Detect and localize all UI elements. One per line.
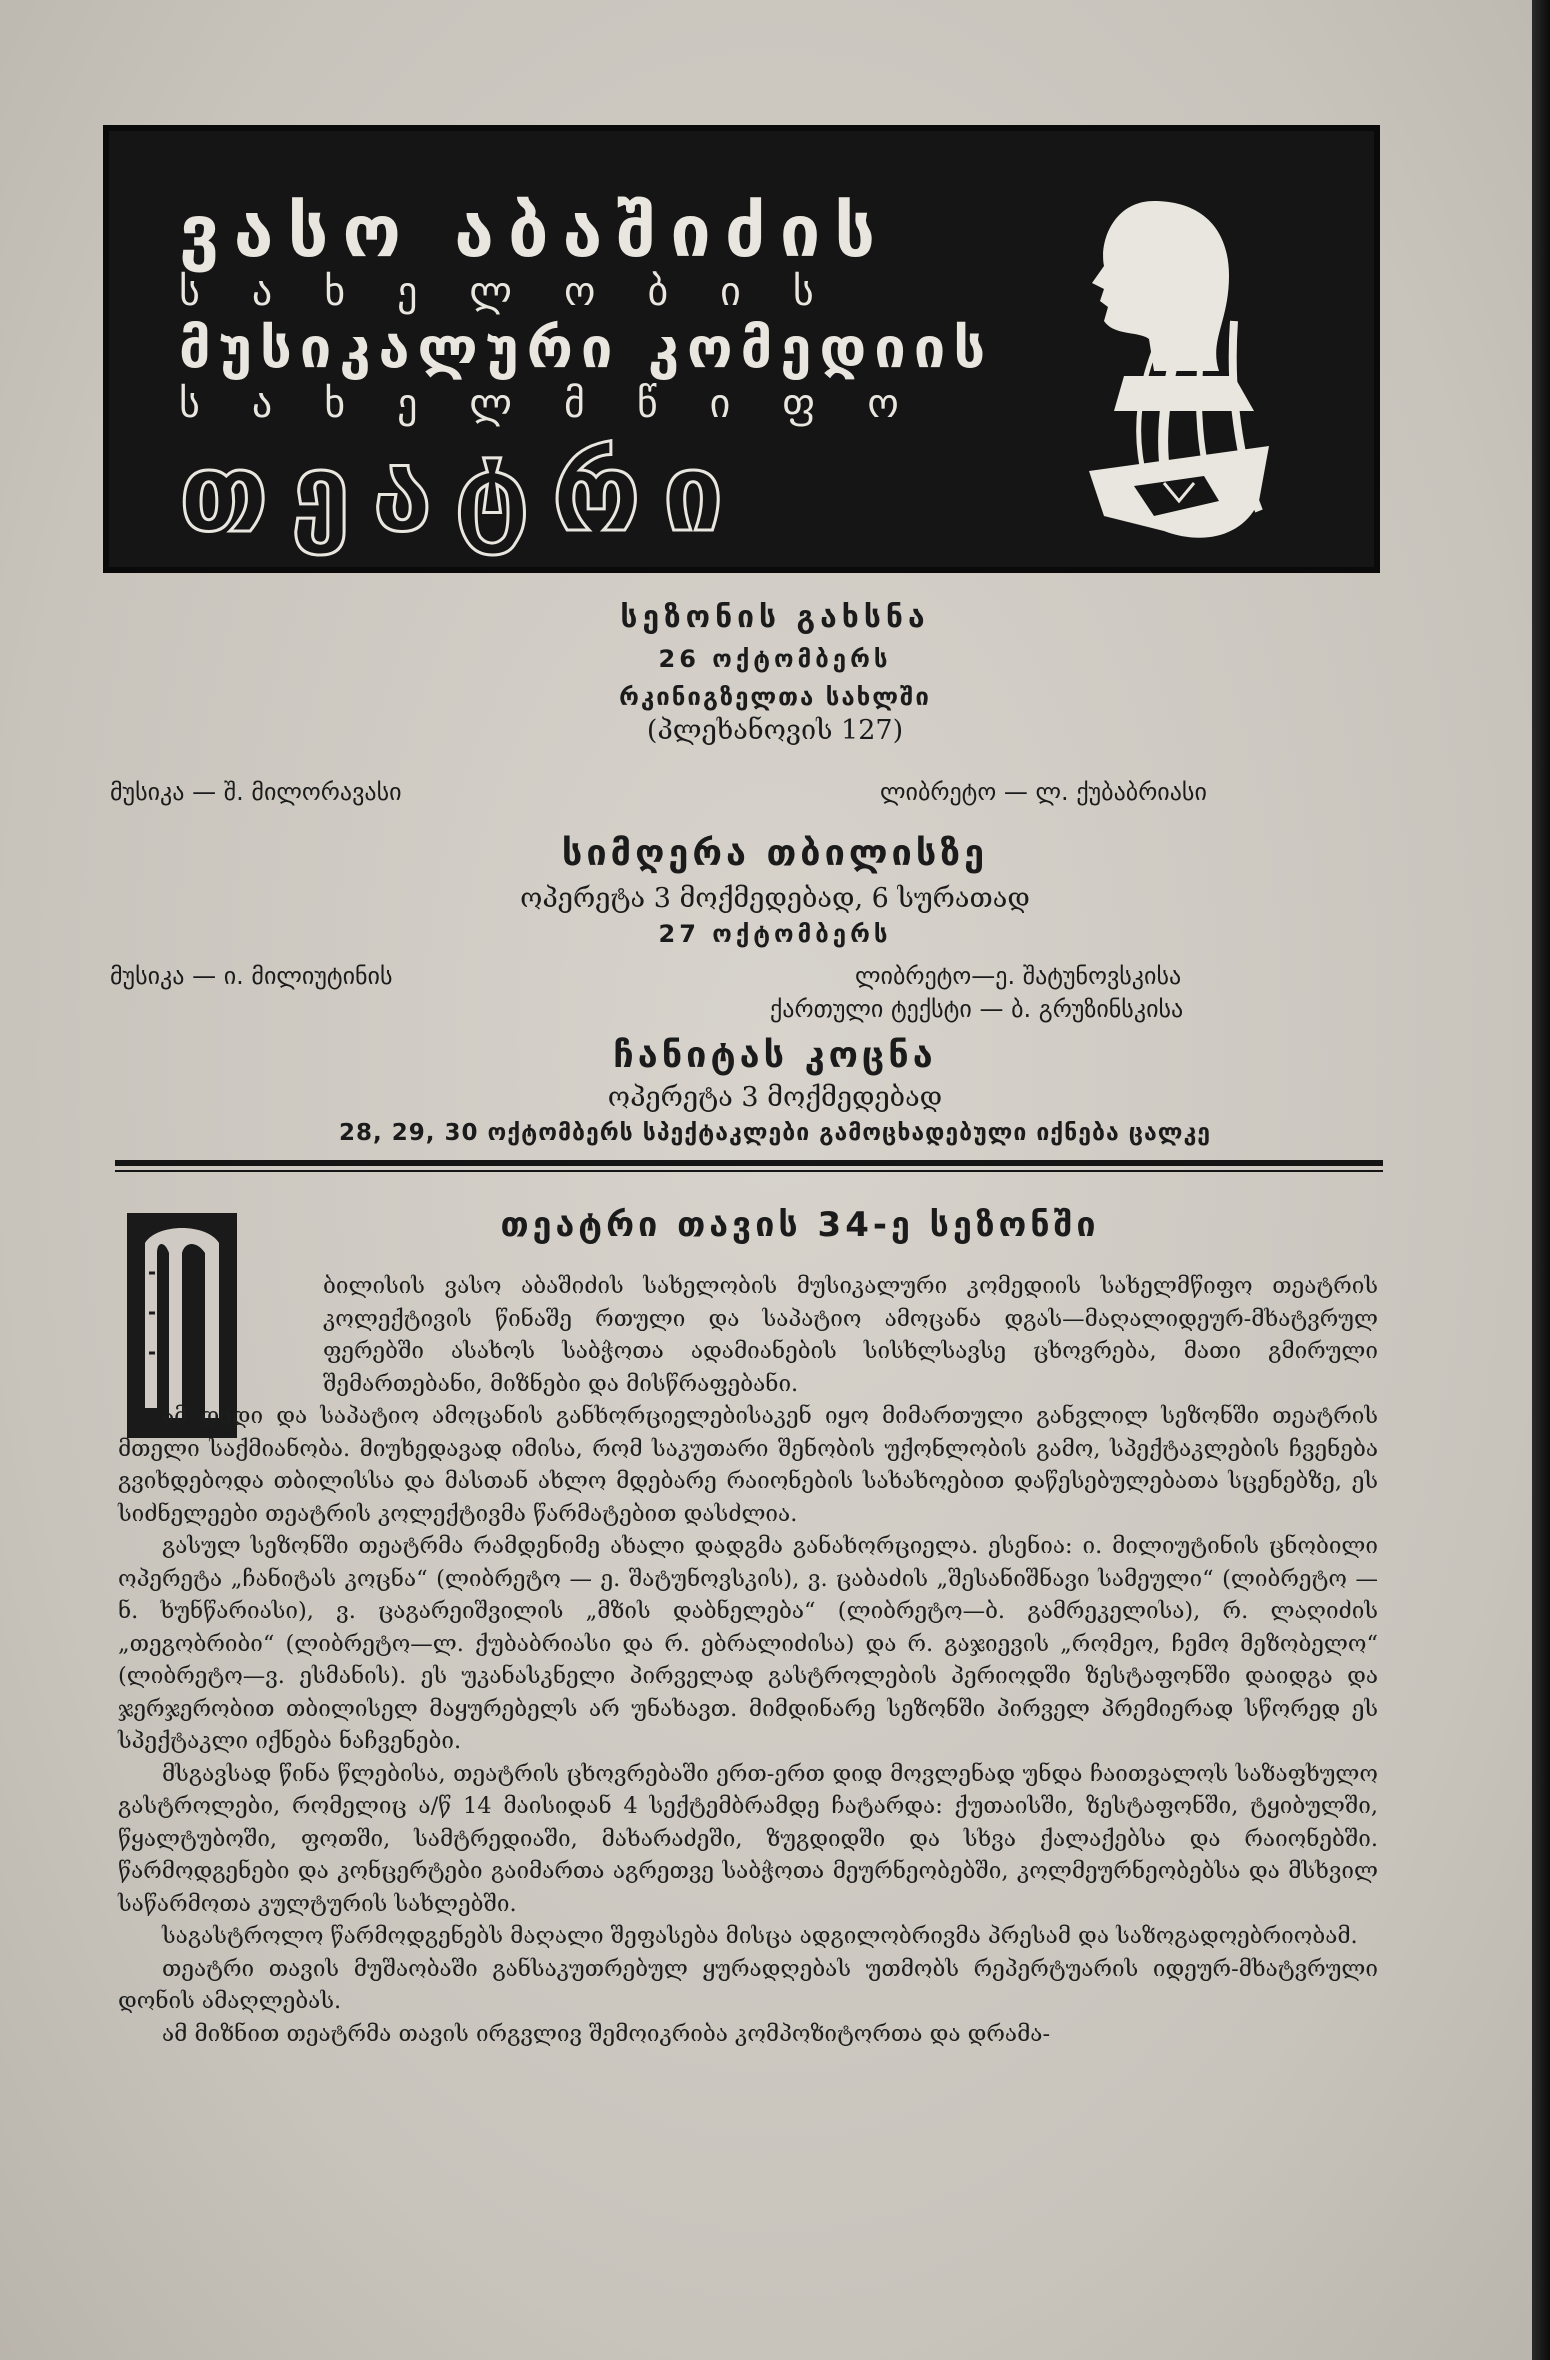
show1-music-credit: მუსიკა — შ. მილორავასი — [110, 778, 402, 806]
article-paragraph: საგასტროლო წარმოდგენებს მაღალი შეფასება მისცა ადგილობრივმა პრესამ და საზოგადოებრიობამ. — [162, 1923, 1358, 1949]
article-paragraph: ამ დიდი და საპატიო ამოცანის განხორციელებისაკენ იყო მიმართული განვლილ სეზონში თეატრის მთელი საქმიანობა. მიუხედავად იმისა, რომ საკუთარი შენობის უქონლობის გამო, სპექტაკლების ჩვენება გვიხდებოდა თბილისსა და მასთან ახლო მდებარე რაიონების სახახოებით დაწესებულებათა სცენებზე, ეს სიძნელეები თეატრის კოლექტივმა წარმატებით დასძლია. — [118, 1403, 1378, 1527]
season-opening-title: სეზონის გახსნა — [620, 600, 930, 635]
season-opening-date: 26 ოქტომბერს — [658, 645, 892, 673]
article-body — [118, 1270, 1378, 2050]
performance-dates-note: 28, 29, 30 ოქტომბერს სპექტაკლები გამოცხადებული იქნება ცალკე — [338, 1120, 1211, 1146]
banner-genre-line: მუსიკალური კომედიის — [179, 316, 994, 381]
article-paragraph: ამ მიზნით თეატრმა თავის ირგვლივ შემოიკრიბა კომპოზიტორთა და დრამა- — [162, 2020, 1051, 2047]
banner-named-line: სახელობის — [179, 269, 866, 315]
season-venue: რკინიგზელთა სახლში — [619, 683, 931, 711]
show2-music-credit: მუსიკა — ი. მილიუტინის — [110, 962, 393, 990]
section-divider-thin — [115, 1170, 1383, 1172]
show1-libretto-credit: ლიბრეტო — ლ. ქუბაბრიასი — [880, 778, 1207, 806]
theatre-banner — [103, 125, 1380, 573]
banner-theatre-word: თეატრი — [179, 431, 746, 556]
banner-name-line: ვასო აბაშიძის — [179, 189, 890, 273]
show2-translation-credit: ქართული ტექსტი — ბ. გრუზინსკისა — [770, 995, 1184, 1023]
article-paragraph: ბილისის ვასო აბაშიძის სახელობის მუსიკალური კომედიის სახელმწიფო თეატრის კოლექტივის წინაშე რთული და საპატიო ამოცანა დგას—მაღალიდეურ-მხატვრულ ფერებში ასახოს საბჭოთა ადამიანების სისხლსავსე ცხოვრება, მათი გმირული შემართებანი, მიზნები და მისწრაფებანი. — [323, 1273, 1378, 1397]
show1-date: 27 ოქტომბერს — [658, 920, 892, 948]
show1-title: სიმღერა თბილისზე — [561, 833, 989, 874]
show1-subtitle: ოპერეტა 3 მოქმედებად, 6 სურათად — [520, 883, 1030, 914]
show2-title: ჩანიტას კოცნა — [613, 1035, 937, 1076]
section-divider — [115, 1160, 1383, 1166]
banner-state-line: სახელმწიფო — [179, 381, 951, 427]
season-address: (პლეხანოვის 127) — [646, 715, 904, 746]
show2-libretto-credit: ლიბრეტო—ე. შატუნოვსკისა — [855, 962, 1182, 990]
show2-subtitle: ოპერეტა 3 მოქმედებად — [607, 1082, 943, 1113]
article-paragraph: თეატრი თავის მუშაობაში განსაკუთრებულ ყურადღებას უთმობს რეპერტუარის იდეურ-მხატვრული დონის ამაღლებას. — [118, 1955, 1378, 2014]
article-title: თეატრი თავის 34-ე სეზონში — [500, 1205, 1100, 1245]
article-paragraph: მსგავსად წინა წლებისა, თეატრის ცხოვრებაში ერთ-ერთ დიდ მოვლენად უნდა ჩაითვალოს საზაფხულო გასტროლები, რომელიც ა/წ 14 მაისიდან 4 სექტემბრამდე ჩატარდა: ქუთაისში, ზესტაფონში, ტყიბულში, წყალტუბოში, ფოთში, სამტრედიაში, მახარაძეში, ზუგდიდში და სხვა ქალაქებსა და რაიონებში. წარმოდგენები და კონცერტები გაიმართა აგრეთვე საბჭოთა მეურნეობებში, კოლმეურნეობებსა და მსხვილ საწარმოთა კულტურის სახლებში. — [118, 1760, 1378, 1917]
article-paragraph: გასულ სეზონში თეატრმა რამდენიმე ახალი დადგმა განახორციელა. ესენია: ი. მილიუტინის ცნობილი ოპერეტა „ჩანიტას კოცნა“ (ლიბრეტო — ე. შატუნოვსკის), ვ. ცაბაძის „შესანიშნავი სამეული“ (ლიბრეტო — ნ. ხუნწარიასი), ვ. ცაგარეიშვილის „მზის დაბნელება“ (ლიბრეტო—ბ. გამრეკელისა), რ. ლაღიძის „თეგობრიბი“ (ლიბრეტო—ლ. ქუბაბრიასი და რ. ებრალიძისა) და რ. გაჯიევის „რომეო, ჩემო მეზობელო“ (ლიბრეტო—ვ. ესმანის). ეს უკანასკნელი პირველად გასტროლების პერიოდში ზესტაფონში დაიდგა და ჯერჯერობით თბილისელ მაყურებელს არ უნახავთ. მიმდინარე სეზონში პირველ პრემიერად სწორედ ეს სპექტაკლი იქნება ნაჩვენები. — [118, 1533, 1378, 1754]
portrait-emblem-icon — [1004, 171, 1284, 551]
